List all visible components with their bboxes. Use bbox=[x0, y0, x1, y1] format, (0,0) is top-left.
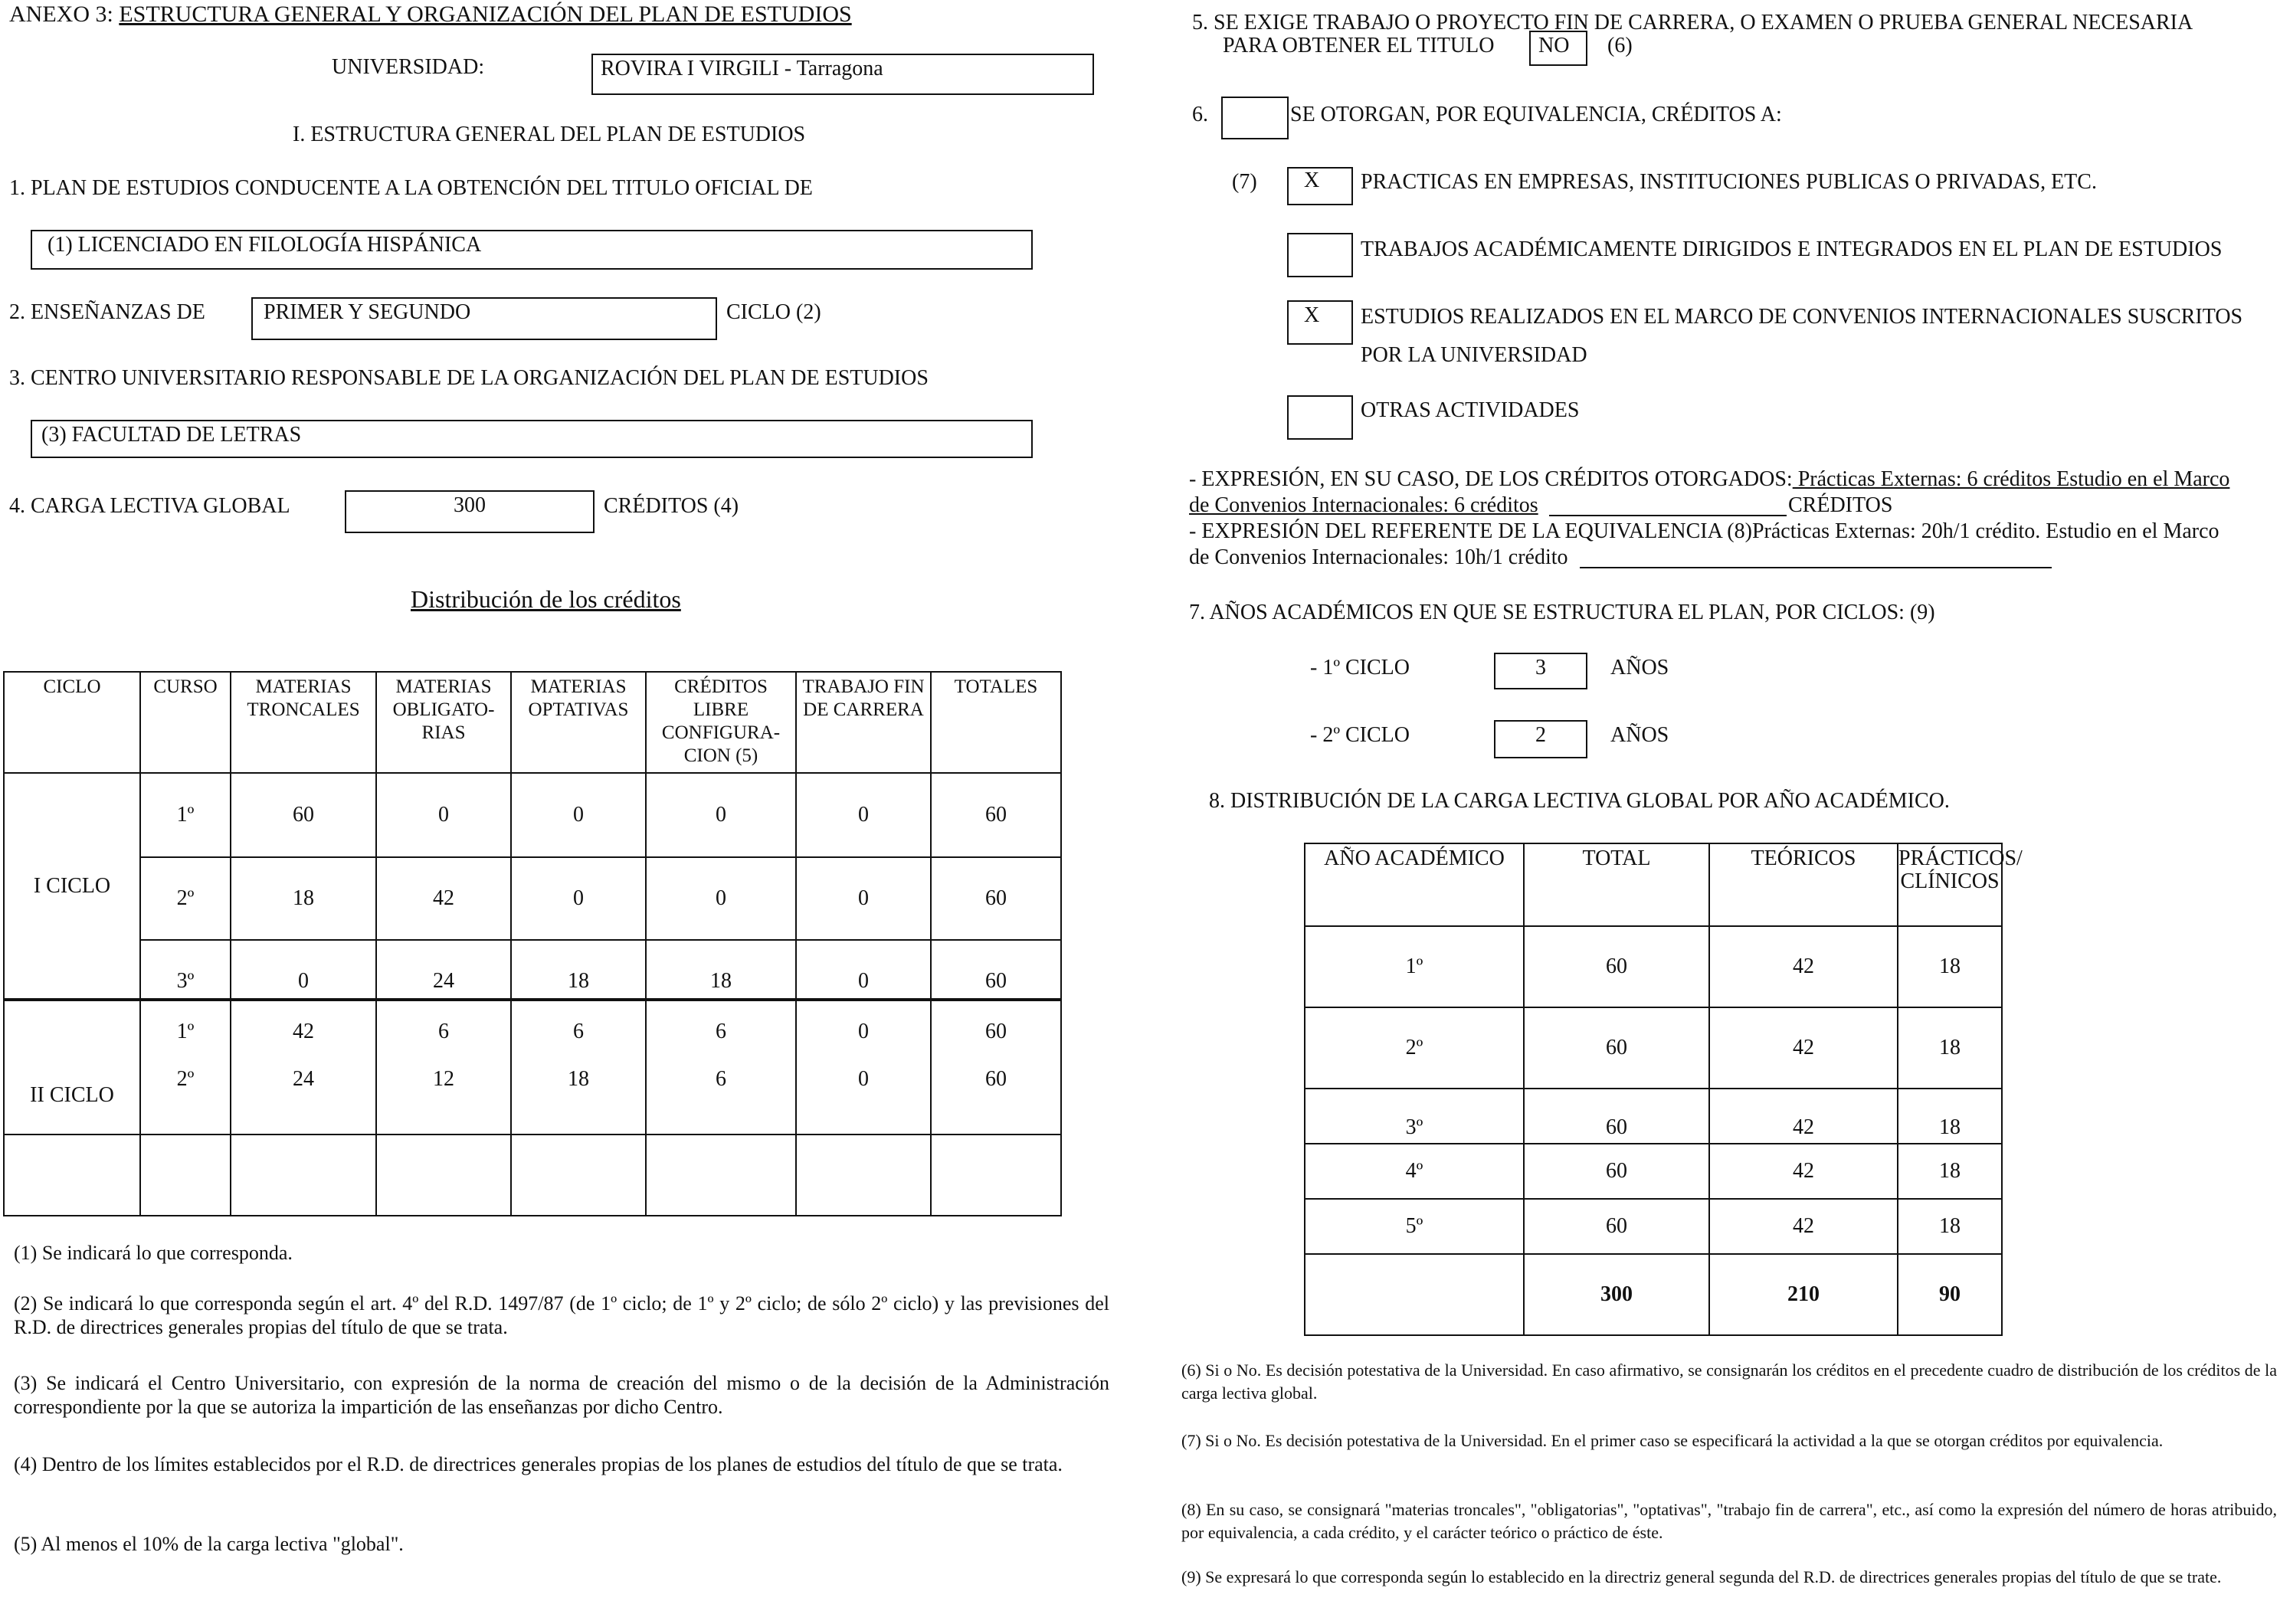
item5-note: (6) bbox=[1607, 34, 1633, 57]
table-cell: 42 bbox=[376, 857, 511, 940]
table-cell: 3º bbox=[1305, 1089, 1524, 1144]
table-cell: 0 bbox=[796, 857, 931, 940]
credits-value: 300 bbox=[454, 493, 486, 517]
item6-label: SE OTORGAN, POR EQUIVALENCIA, CRÉDITOS A: bbox=[1290, 103, 1782, 126]
distribution-title: Distribución de los créditos bbox=[411, 585, 681, 613]
col-header: TRABAJO FIN DE CARRERA bbox=[796, 672, 931, 773]
table-cell bbox=[646, 1135, 796, 1216]
table-row bbox=[1305, 1089, 2002, 1144]
table-cell: 18 bbox=[1898, 1007, 2002, 1089]
footnote: (2) Se indicará lo que corresponda según el art. 4º del R.D. 1497/87 (de 1º ciclo; de 1º y 2º ciclo; de sólo 2º ciclo) y las previsiones del R.D. de directrices generales propias del título de que se trata. bbox=[14, 1292, 1109, 1338]
table-cell: 1º bbox=[1305, 926, 1524, 1007]
section-title: I. ESTRUCTURA GENERAL DEL PLAN DE ESTUDIOS bbox=[293, 123, 806, 146]
footnote: (8) En su caso, se consignará "materias troncales", "obligatorias", "optativas", "trabajo fin de carrera", etc., así como la expresión del número de horas atribuido, por equivalencia, a cada crédito, y el carácter teórico o práctico de éste. bbox=[1181, 1500, 2277, 1542]
annex-heading bbox=[9, 2, 852, 28]
item1-label: 1. PLAN DE ESTUDIOS CONDUCENTE A LA OBTENCIÓN DEL TITULO OFICIAL DE bbox=[9, 176, 813, 200]
option-label: PRACTICAS EN EMPRESAS, INSTITUCIONES PUBLICAS O PRIVADAS, ETC. bbox=[1361, 170, 2097, 194]
center-value: (3) FACULTAD DE LETRAS bbox=[41, 423, 302, 447]
table-cell: 60 bbox=[931, 857, 1061, 940]
table-cell: 0 bbox=[511, 773, 646, 857]
table-cell: 42 bbox=[1709, 1199, 1898, 1254]
table-cell: 2º bbox=[1305, 1007, 1524, 1089]
table-cell: 6 bbox=[376, 1000, 511, 1062]
table-row bbox=[1305, 926, 2002, 1007]
table-cell: 60 bbox=[1524, 1007, 1709, 1089]
table-cell: 60 bbox=[1524, 1199, 1709, 1254]
annex-prefix: ANEXO 3: bbox=[9, 2, 120, 27]
table-cell: 18 bbox=[511, 1062, 646, 1135]
table-cell: 60 bbox=[231, 773, 376, 857]
table-cell: 42 bbox=[1709, 1007, 1898, 1089]
footnote: (6) Si o No. Es decisión potestativa de la Universidad. En caso afirmativo, se consignarán los créditos en el precedente cuadro de distribución de los créditos de la carga lectiva global. bbox=[1181, 1360, 2277, 1403]
total-cell: 210 bbox=[1709, 1254, 1898, 1335]
table-cell: 60 bbox=[1524, 1144, 1709, 1199]
table-cell bbox=[1305, 1254, 1524, 1335]
table-cell: 0 bbox=[646, 773, 796, 857]
table-cell: 18 bbox=[1898, 1089, 2002, 1144]
table-cell: 4º bbox=[1305, 1144, 1524, 1199]
table-cell: 18 bbox=[1898, 1144, 2002, 1199]
item7-label: 7. AÑOS ACADÉMICOS EN QUE SE ESTRUCTURA EL PLAN, POR CICLOS: (9) bbox=[1189, 601, 1935, 624]
option-mark: X bbox=[1304, 303, 1320, 327]
col-header: CURSO bbox=[140, 672, 231, 773]
expr2-fill-line bbox=[1580, 567, 2052, 568]
option-checkbox-internships[interactable] bbox=[1287, 167, 1353, 205]
table-cell: 18 bbox=[511, 940, 646, 1000]
col-header: PRÁCTICOS/ CLÍNICOS bbox=[1898, 843, 2002, 926]
table-header-row bbox=[4, 672, 1061, 773]
item6-number: 6. bbox=[1192, 103, 1208, 126]
cycle2-years-value: 2 bbox=[1535, 723, 1546, 747]
option-checkbox-academic-works[interactable] bbox=[1287, 233, 1353, 277]
expr1-suffix: CRÉDITOS bbox=[1788, 493, 1893, 517]
table-cell bbox=[511, 1135, 646, 1216]
expr1-line1 bbox=[1189, 467, 2229, 492]
table-cell: 42 bbox=[1709, 926, 1898, 1007]
table-cell: 5º bbox=[1305, 1199, 1524, 1254]
table-totals-row bbox=[1305, 1254, 2002, 1335]
table-cell bbox=[796, 1135, 931, 1216]
credits-distribution-table bbox=[3, 671, 1062, 1216]
item6-checkbox[interactable] bbox=[1221, 97, 1289, 139]
degree-value: (1) LICENCIADO EN FILOLOGÍA HISPÁNICA bbox=[48, 233, 482, 257]
table-cell: 42 bbox=[1709, 1144, 1898, 1199]
table-cell: 1º bbox=[140, 773, 231, 857]
expr2-value2: de Convenios Internacionales: 10h/1 crédito bbox=[1189, 545, 1568, 569]
final-project-field bbox=[1529, 31, 1587, 66]
footnote: (4) Dentro de los límites establecidos por el R.D. de directrices generales propias de los planes de estudios del título de que se trata. bbox=[14, 1453, 1063, 1475]
table-cell bbox=[4, 1135, 140, 1216]
table-row-empty bbox=[4, 1135, 1061, 1216]
item5-line2: PARA OBTENER EL TITULO bbox=[1223, 34, 1495, 57]
table-cell: 60 bbox=[931, 1062, 1061, 1135]
table-row bbox=[4, 773, 1061, 857]
table-cell: 24 bbox=[376, 940, 511, 1000]
expr2-prefix: - EXPRESIÓN DEL REFERENTE DE LA EQUIVALENCIA (8) bbox=[1189, 519, 1752, 543]
option-label: TRABAJOS ACADÉMICAMENTE DIRIGIDOS E INTEGRADOS EN EL PLAN DE ESTUDIOS bbox=[1361, 237, 2223, 261]
table-row bbox=[1305, 1007, 2002, 1089]
table-cell: 2º bbox=[140, 1062, 231, 1135]
center-field bbox=[31, 420, 1033, 458]
cycle-field bbox=[251, 297, 717, 340]
table-cell: 0 bbox=[796, 773, 931, 857]
table-cell: 18 bbox=[646, 940, 796, 1000]
item4-label: 4. CARGA LECTIVA GLOBAL bbox=[9, 494, 290, 518]
table-cell: 6 bbox=[646, 1062, 796, 1135]
table-cell: 2º bbox=[140, 857, 231, 940]
expr2-value: Prácticas Externas: 20h/1 crédito. Estudio en el Marco bbox=[1751, 519, 2219, 543]
footnote: (7) Si o No. Es decisión potestativa de la Universidad. En el primer caso se especificará la actividad a la que se otorgan créditos por equivalencia. bbox=[1181, 1431, 2164, 1450]
option-label: ESTUDIOS REALIZADOS EN EL MARCO DE CONVENIOS INTERNACIONALES SUSCRITOS bbox=[1361, 305, 2243, 329]
table-cell: 18 bbox=[1898, 926, 2002, 1007]
cycle2-years-label: - 2º CICLO bbox=[1310, 723, 1410, 747]
table-cell: 6 bbox=[646, 1000, 796, 1062]
option-label: OTRAS ACTIVIDADES bbox=[1361, 398, 1580, 422]
table-header-row bbox=[1305, 843, 2002, 926]
col-header: MATERIAS OPTATIVAS bbox=[511, 672, 646, 773]
col-header: CRÉDITOS LIBRE CONFIGURA- CION (5) bbox=[646, 672, 796, 773]
table-row bbox=[4, 857, 1061, 940]
total-cell: 300 bbox=[1524, 1254, 1709, 1335]
table-row bbox=[4, 1062, 1061, 1135]
final-project-value: NO bbox=[1538, 34, 1570, 57]
annex-title: ESTRUCTURA GENERAL Y ORGANIZACIÓN DEL PLAN DE ESTUDIOS bbox=[119, 2, 852, 27]
option-checkbox-other[interactable] bbox=[1287, 395, 1353, 440]
item2-label: 2. ENSEÑANZAS DE bbox=[9, 300, 205, 324]
col-header: CICLO bbox=[4, 672, 140, 773]
expr1-line2 bbox=[1189, 493, 1538, 518]
table-row bbox=[4, 1000, 1061, 1062]
table-row bbox=[1305, 1199, 2002, 1254]
table-cell: 60 bbox=[1524, 926, 1709, 1007]
university-value: ROVIRA I VIRGILI - Tarragona bbox=[601, 57, 883, 80]
item8-label: 8. DISTRIBUCIÓN DE LA CARGA LECTIVA GLOBAL POR AÑO ACADÉMICO. bbox=[1209, 789, 1950, 813]
cycle2-label: II CICLO bbox=[4, 1000, 140, 1135]
cycle1-years-unit: AÑOS bbox=[1610, 656, 1669, 679]
table-cell bbox=[931, 1135, 1061, 1216]
item6-ref: (7) bbox=[1232, 170, 1257, 194]
item4-suffix: CRÉDITOS (4) bbox=[604, 494, 739, 518]
table-cell: 12 bbox=[376, 1062, 511, 1135]
option-label-continued: POR LA UNIVERSIDAD bbox=[1361, 343, 1587, 367]
cycle1-years-field bbox=[1494, 653, 1587, 689]
cycle1-years-label: - 1º CICLO bbox=[1310, 656, 1410, 679]
table-cell: 0 bbox=[231, 940, 376, 1000]
table-row bbox=[1305, 1144, 2002, 1199]
table-cell: 0 bbox=[646, 857, 796, 940]
item2-suffix: CICLO (2) bbox=[726, 300, 821, 324]
university-field bbox=[591, 54, 1094, 95]
cycle2-years-field bbox=[1494, 720, 1587, 758]
table-cell: 42 bbox=[1709, 1089, 1898, 1144]
total-cell: 90 bbox=[1898, 1254, 2002, 1335]
table-cell: 18 bbox=[231, 857, 376, 940]
table-cell: 0 bbox=[796, 940, 931, 1000]
table-cell bbox=[140, 1135, 231, 1216]
table-cell: 60 bbox=[1524, 1089, 1709, 1144]
col-header: TOTAL bbox=[1524, 843, 1709, 926]
credits-field bbox=[345, 490, 595, 533]
table-cell bbox=[376, 1135, 511, 1216]
table-cell: 0 bbox=[511, 857, 646, 940]
col-header: TOTALES bbox=[931, 672, 1061, 773]
expr1-value2: de Convenios Internacionales: 6 créditos bbox=[1189, 493, 1538, 517]
cycle2-years-unit: AÑOS bbox=[1610, 723, 1669, 747]
expr1-fill-line bbox=[1549, 515, 1787, 516]
table-cell: 42 bbox=[231, 1000, 376, 1062]
table-cell bbox=[231, 1135, 376, 1216]
col-header: AÑO ACADÉMICO bbox=[1305, 843, 1524, 926]
table-cell: 24 bbox=[231, 1062, 376, 1135]
degree-field bbox=[31, 230, 1033, 270]
footnote: (9) Se expresará lo que corresponda según lo establecido en la directriz general segunda del R.D. de directrices generales propias del título de que se trate. bbox=[1181, 1567, 2222, 1586]
table-cell: 0 bbox=[796, 1000, 931, 1062]
item5-line1: 5. SE EXIGE TRABAJO O PROYECTO FIN DE CARRERA, O EXAMEN O PRUEBA GENERAL NECESARIA bbox=[1192, 11, 2193, 34]
option-checkbox-international[interactable] bbox=[1287, 300, 1353, 345]
expr1-prefix: - EXPRESIÓN, EN SU CASO, DE LOS CRÉDITOS OTORGADOS: bbox=[1189, 467, 1793, 491]
table-cell: 1º bbox=[140, 1000, 231, 1062]
cycle1-label: I CICLO bbox=[4, 773, 140, 1000]
col-header: MATERIAS TRONCALES bbox=[231, 672, 376, 773]
col-header: MATERIAS OBLIGATO- RIAS bbox=[376, 672, 511, 773]
option-mark: X bbox=[1304, 169, 1320, 192]
cycle-value: PRIMER Y SEGUNDO bbox=[264, 300, 471, 324]
table-cell: 6 bbox=[511, 1000, 646, 1062]
cycle1-years-value: 3 bbox=[1535, 656, 1546, 679]
footnote: (5) Al menos el 10% de la carga lectiva "global". bbox=[14, 1533, 404, 1555]
table-row bbox=[4, 940, 1061, 1000]
col-header: TEÓRICOS bbox=[1709, 843, 1898, 926]
expr1-value: Prácticas Externas: 6 créditos Estudio en el Marco bbox=[1792, 467, 2230, 491]
expr2-line1 bbox=[1189, 519, 2219, 544]
item3-label: 3. CENTRO UNIVERSITARIO RESPONSABLE DE LA ORGANIZACIÓN DEL PLAN DE ESTUDIOS bbox=[9, 366, 929, 390]
academic-year-table bbox=[1304, 843, 2023, 1336]
table-cell: 60 bbox=[931, 940, 1061, 1000]
table-cell: 18 bbox=[1898, 1199, 2002, 1254]
table-cell: 0 bbox=[796, 1062, 931, 1135]
footnote: (1) Se indicará lo que corresponda. bbox=[14, 1242, 293, 1264]
table-cell: 60 bbox=[931, 1000, 1061, 1062]
table-cell: 0 bbox=[376, 773, 511, 857]
footnote: (3) Se indicará el Centro Universitario, con expresión de la norma de creación del mismo o de la decisión de la Administración correspondiente por la que se autoriza la impartición de las enseñanzas por dicho Centro. bbox=[14, 1372, 1109, 1418]
table-cell: 60 bbox=[931, 773, 1061, 857]
table-cell: 3º bbox=[140, 940, 231, 1000]
university-label: UNIVERSIDAD: bbox=[332, 55, 485, 79]
